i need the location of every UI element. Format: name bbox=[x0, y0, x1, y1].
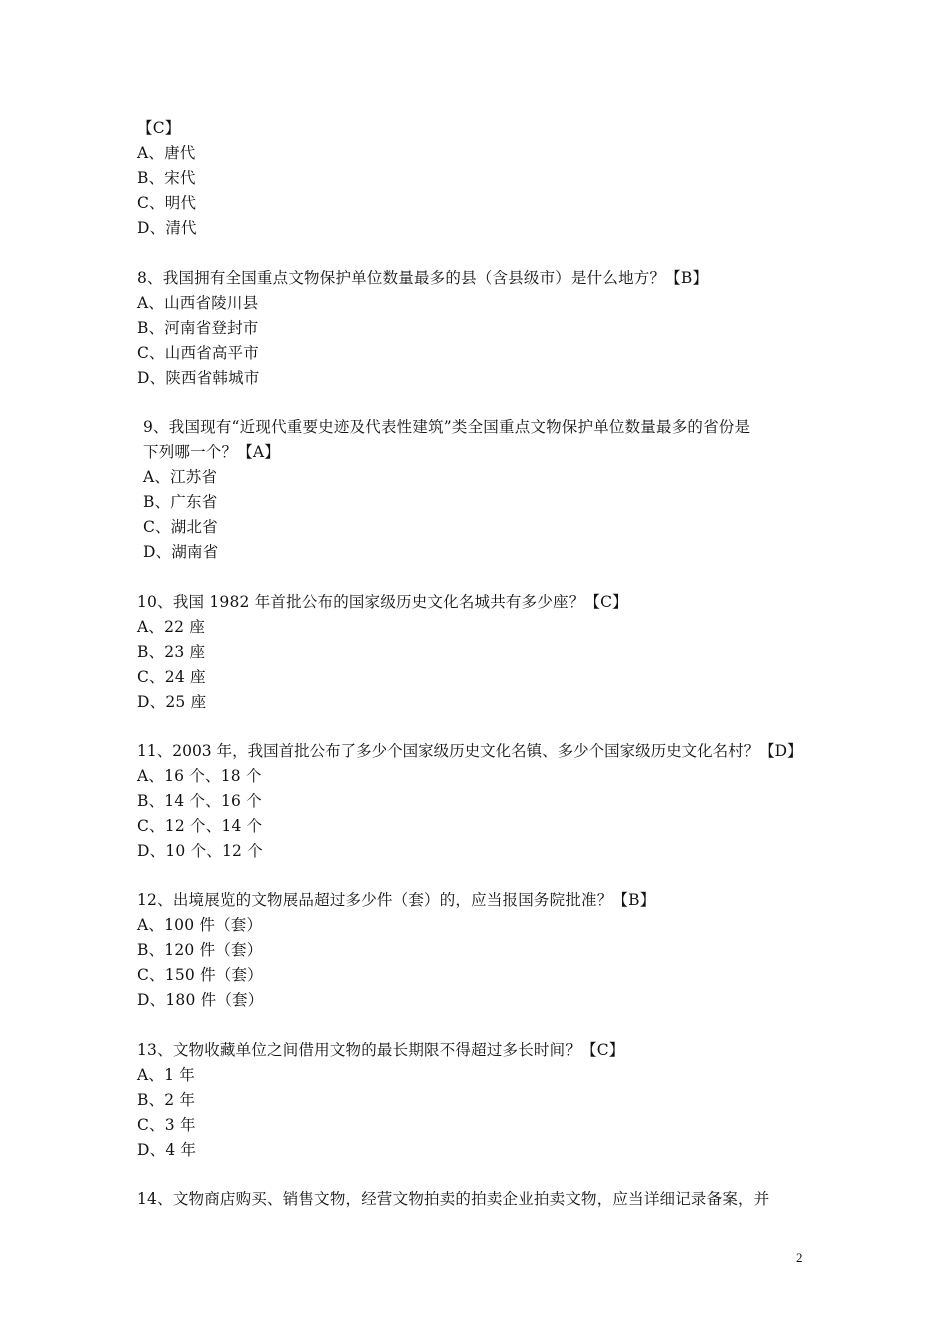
q7-option-b: B、宋代 bbox=[137, 169, 196, 187]
q13-option-c: C、3 年 bbox=[137, 1116, 196, 1134]
q11-option-b: B、14 个、16 个 bbox=[137, 792, 262, 810]
q8-option-b: B、河南省登封市 bbox=[137, 319, 259, 337]
q9-option-a: A、江苏省 bbox=[143, 468, 218, 486]
q13-option-a: A、1 年 bbox=[137, 1066, 195, 1084]
q12-option-b: B、120 件（套） bbox=[137, 941, 263, 959]
q11-option-d: D、10 个、12 个 bbox=[137, 842, 263, 860]
previous-answer: 【C】 bbox=[137, 119, 181, 137]
q10-option-a: A、22 座 bbox=[137, 618, 206, 636]
q9-question-line1: 9、我国现有“近现代重要史迹及代表性建筑”类全国重点文物保护单位数量最多的省份是 bbox=[143, 418, 751, 436]
q9-option-d: D、湖南省 bbox=[143, 543, 219, 561]
q10-option-c: C、24 座 bbox=[137, 668, 206, 686]
q12-option-a: A、100 件（套） bbox=[137, 916, 263, 934]
q10-option-d: D、25 座 bbox=[137, 693, 207, 711]
q9-option-b: B、广东省 bbox=[143, 493, 218, 511]
q8-option-d: D、陕西省韩城市 bbox=[137, 369, 260, 387]
q7-option-c: C、明代 bbox=[137, 194, 197, 212]
q9-question-line2: 下列哪一个？【A】 bbox=[143, 443, 280, 461]
q8-option-a: A、山西省陵川县 bbox=[137, 294, 259, 312]
q12-option-c: C、150 件（套） bbox=[137, 966, 263, 984]
q8-question: 8、我国拥有全国重点文物保护单位数量最多的县（含县级市）是什么地方？【B】 bbox=[137, 269, 709, 287]
q13-option-d: D、4 年 bbox=[137, 1141, 197, 1159]
q11-option-a: A、16 个、18 个 bbox=[137, 767, 262, 785]
q11-question: 11、2003 年，我国首批公布了多少个国家级历史文化名镇、多少个国家级历史文化名村？【D】 bbox=[137, 742, 803, 760]
q7-option-d: D、清代 bbox=[137, 219, 197, 237]
q12-question: 12、出境展览的文物展品超过多少件（套）的，应当报国务院批准？【B】 bbox=[137, 891, 656, 909]
q9-option-c: C、湖北省 bbox=[143, 518, 218, 536]
q10-option-b: B、23 座 bbox=[137, 643, 206, 661]
q13-question: 13、文物收藏单位之间借用文物的最长期限不得超过多长时间？【C】 bbox=[137, 1041, 625, 1059]
page-number: 2 bbox=[796, 1250, 803, 1265]
q8-option-c: C、山西省高平市 bbox=[137, 344, 259, 362]
q11-option-c: C、12 个、14 个 bbox=[137, 817, 263, 835]
q14-question: 14、文物商店购买、销售文物，经营文物拍卖的拍卖企业拍卖文物，应当详细记录备案，并 bbox=[137, 1190, 770, 1208]
q13-option-b: B、2 年 bbox=[137, 1091, 196, 1109]
q10-question: 10、我国 1982 年首批公布的国家级历史文化名城共有多少座？【C】 bbox=[137, 593, 628, 611]
q12-option-d: D、180 件（套） bbox=[137, 991, 264, 1009]
q7-option-a: A、唐代 bbox=[137, 144, 196, 162]
